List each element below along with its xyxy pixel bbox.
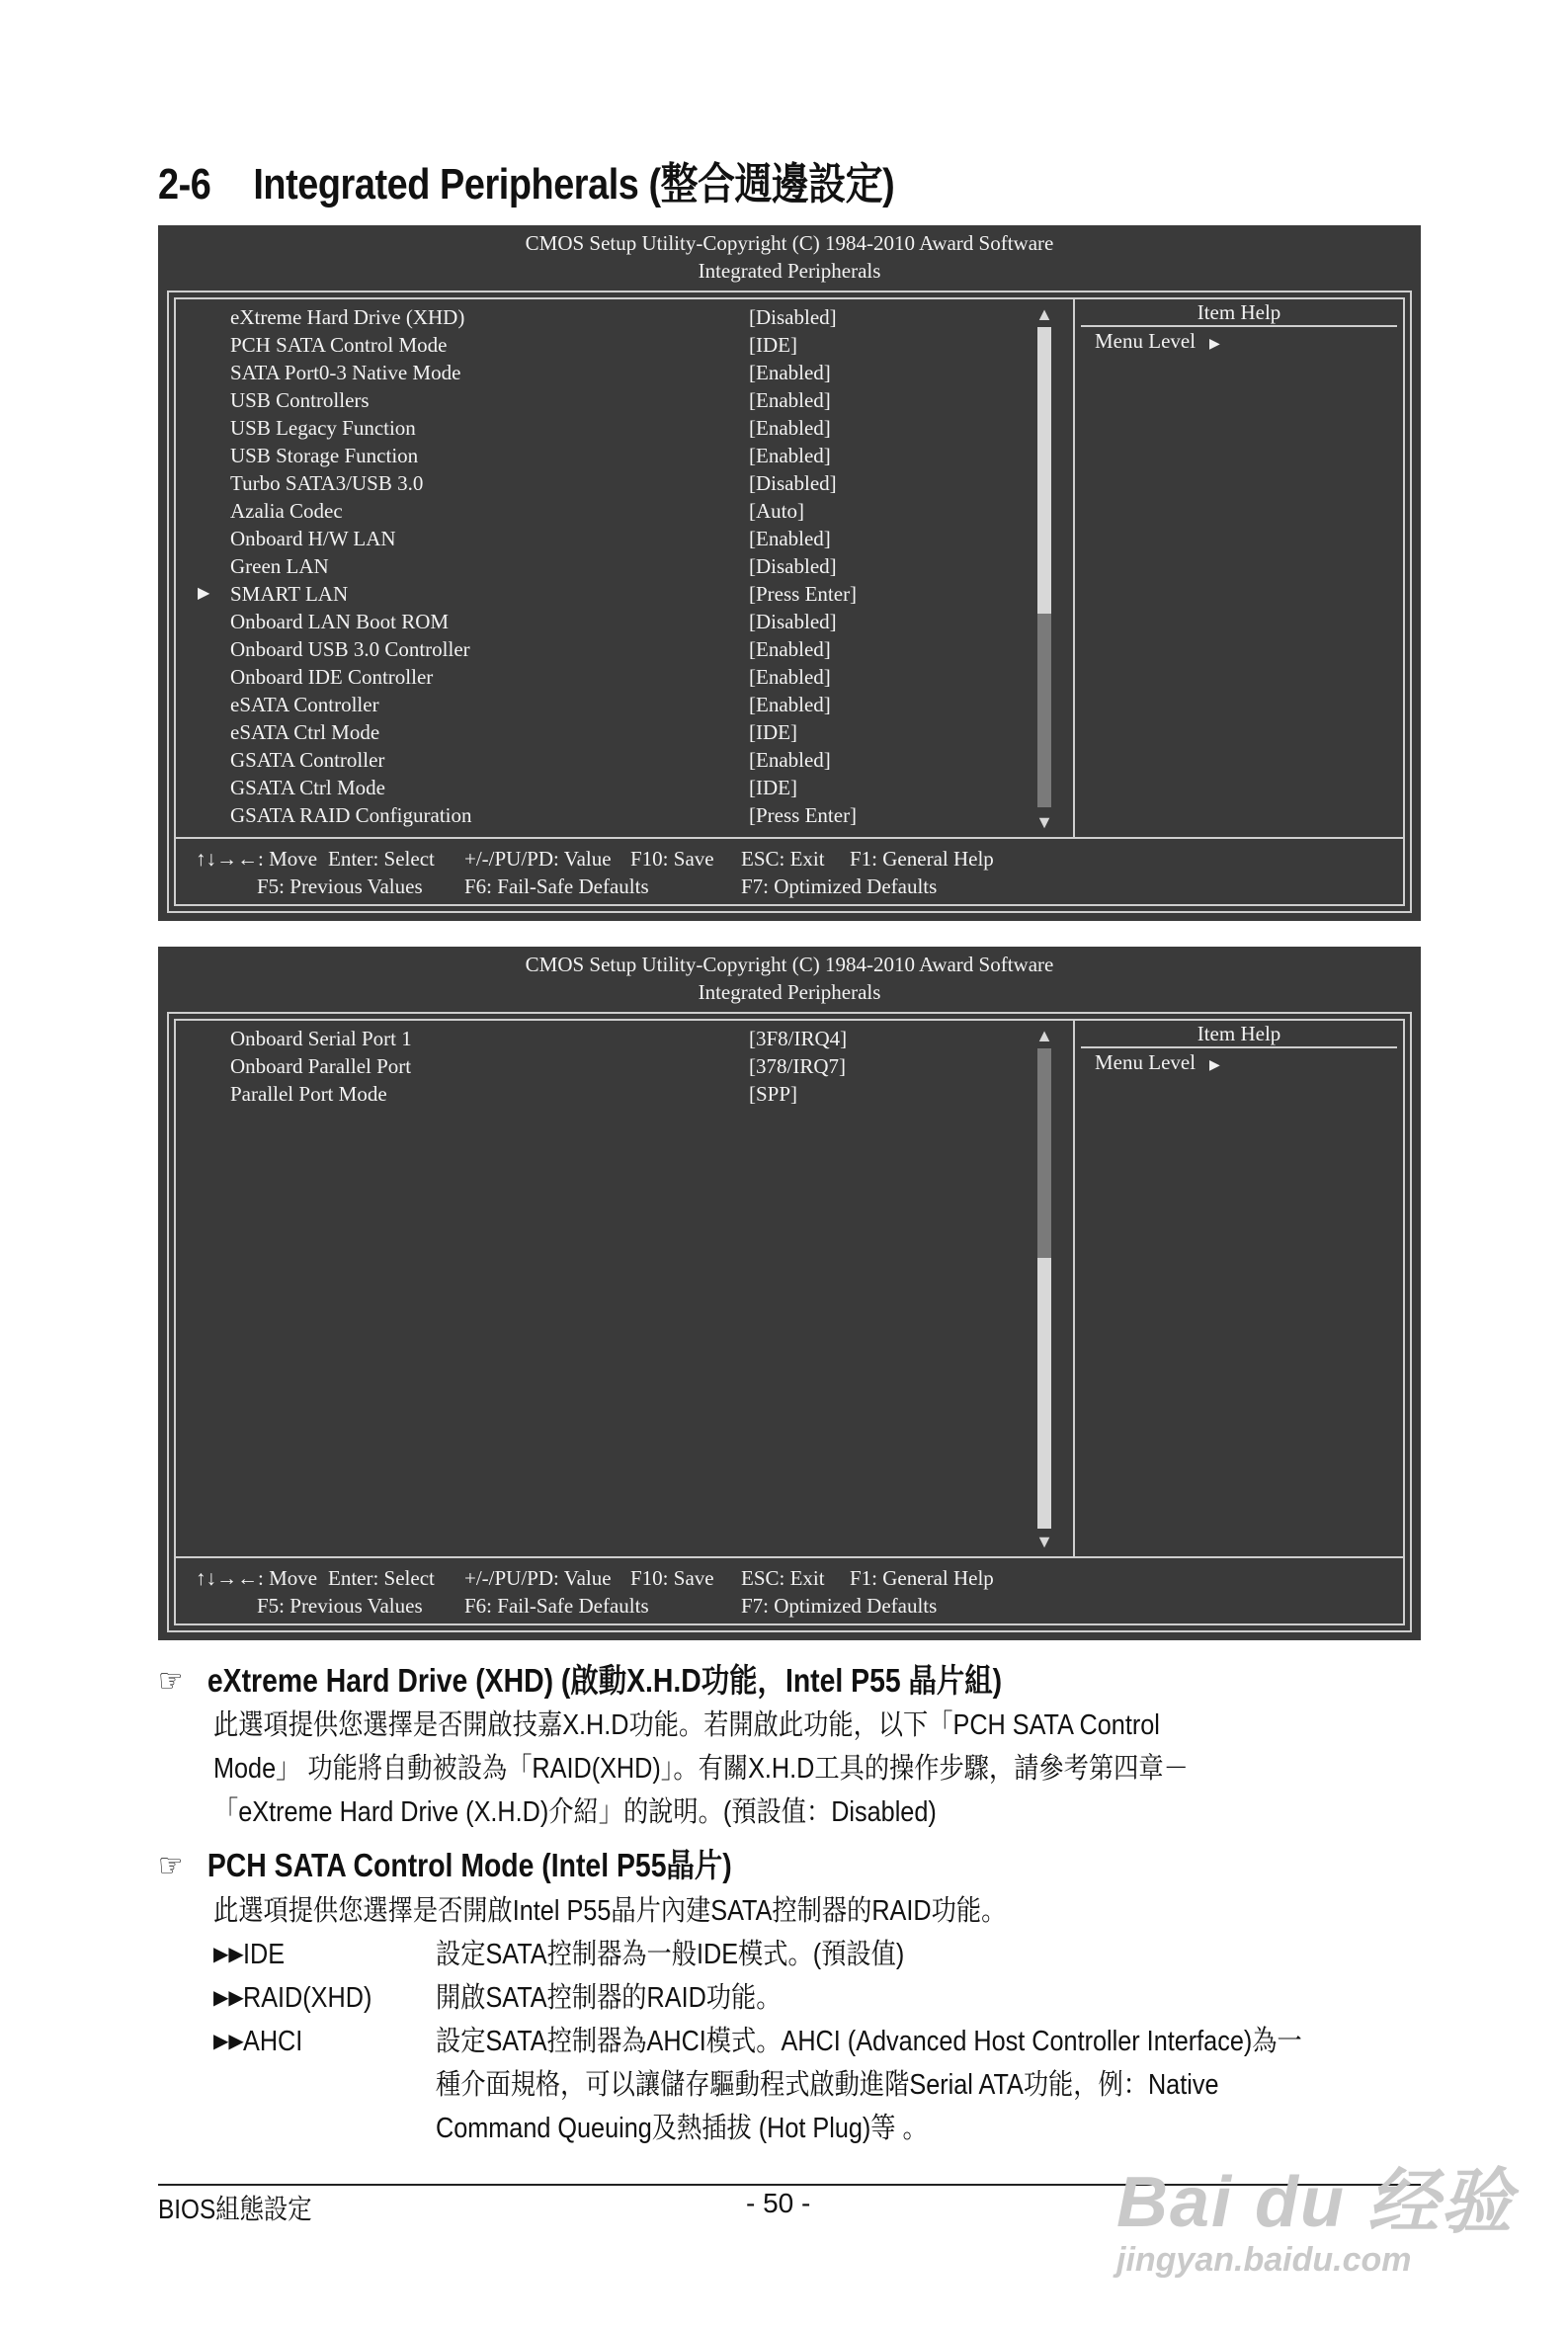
bios-item-value[interactable]: [Enabled] <box>749 527 831 550</box>
scroll-thumb[interactable] <box>1037 327 1051 614</box>
bios-header-page: Integrated Peripherals <box>698 259 881 283</box>
bios-item[interactable] <box>176 497 1035 525</box>
option-text: Command Queuing及熱插拔 (Hot Plug)等 。 <box>436 2113 928 2144</box>
bios-item-value[interactable]: [SPP] <box>749 1082 798 1106</box>
bios-frame <box>167 1012 1412 1632</box>
bios-item[interactable] <box>176 359 1035 386</box>
footer-chapter: BIOS組態設定 <box>158 2194 312 2224</box>
bios-item[interactable] <box>176 608 1035 635</box>
key-exit: ESC: Exit <box>741 847 825 871</box>
key-optimized: F7: Optimized Defaults <box>741 874 938 898</box>
menu-level-label: Menu Level <box>1095 1050 1197 1074</box>
bios-item-label: USB Controllers <box>230 388 370 412</box>
bios-item-value[interactable]: [Enabled] <box>749 748 831 772</box>
bios-item-label: Green LAN <box>230 554 329 578</box>
bios-item[interactable] <box>176 1025 1035 1052</box>
double-triangle-icon: ▶▶ <box>213 1944 244 1965</box>
key-move: ↑↓→←: Move <box>196 1566 318 1590</box>
bios-frame <box>167 291 1412 913</box>
bios-item[interactable] <box>176 525 1035 552</box>
key-previous: F5: Previous Values <box>257 1594 423 1618</box>
key-select: Enter: Select <box>328 847 435 871</box>
submenu-arrow-icon: ▶ <box>198 585 210 602</box>
key-select: Enter: Select <box>328 1566 435 1590</box>
option-text: 開啟SATA控制器的RAID功能。 <box>436 1982 782 2014</box>
pch-heading <box>158 1840 732 1886</box>
key-previous: F5: Previous Values <box>257 874 423 898</box>
bios-item-label: GSATA Ctrl Mode <box>230 776 385 799</box>
bios-item-value[interactable]: [Enabled] <box>749 361 831 384</box>
bios-item-value[interactable]: [IDE] <box>749 776 797 799</box>
bios-item-label: USB Storage Function <box>230 444 419 467</box>
section-number: 2-6 <box>158 160 211 208</box>
double-triangle-icon: ▶▶ <box>213 2031 244 2052</box>
bios-item-label: Onboard Parallel Port <box>230 1054 412 1078</box>
bios-footer-row-2 <box>176 873 1403 900</box>
right-triangle-icon: ▶ <box>1209 1058 1220 1073</box>
bios-item-label: USB Legacy Function <box>230 416 416 440</box>
bios-item-label: Onboard H/W LAN <box>230 527 396 550</box>
bios-item-value[interactable]: [IDE] <box>749 720 797 744</box>
bios-screen-1 <box>158 225 1421 921</box>
bios-content-area <box>174 1019 1405 1558</box>
key-save: F10: Save <box>630 847 714 871</box>
scrollbar[interactable] <box>1035 1025 1053 1552</box>
bios-item-label: Turbo SATA3/USB 3.0 <box>230 471 424 495</box>
bios-item-value[interactable]: [Press Enter] <box>749 803 858 827</box>
bios-item[interactable] <box>176 746 1035 774</box>
key-optimized: F7: Optimized Defaults <box>741 1594 938 1618</box>
bios-item[interactable] <box>176 303 1035 331</box>
pointing-hand-icon: ☞ <box>158 1662 184 1699</box>
bios-item[interactable] <box>176 580 1035 608</box>
key-move: ↑↓→←: Move <box>196 847 318 871</box>
bios-footer-row-2 <box>176 1592 1403 1620</box>
option-text: 種介面規格，可以讓儲存驅動程式啟動進階Serial ATA功能，例：Native <box>436 2069 1219 2101</box>
bios-item-label: eXtreme Hard Drive (XHD) <box>230 305 465 329</box>
bios-item-value[interactable]: [Disabled] <box>749 554 837 578</box>
section-title <box>158 148 894 211</box>
bios-item-label: Onboard USB 3.0 Controller <box>230 637 470 661</box>
xhd-heading-text: eXtreme Hard Drive (XHD) (啟動X.H.D功能，Intel P55 晶片組) <box>206 1662 1003 1699</box>
scroll-thumb[interactable] <box>1037 1258 1051 1529</box>
item-help-panel <box>1073 1021 1403 1556</box>
bios-item-value[interactable]: [378/IRQ7] <box>749 1054 846 1078</box>
scroll-track[interactable] <box>1037 1048 1051 1258</box>
xhd-desc-line-2: Mode」 功能將自動被設為「RAID(XHD)」。有關X.H.D工具的操作步驟，請參考第四章－ <box>213 1753 1189 1785</box>
pch-heading-text: PCH SATA Control Mode (Intel P55晶片) <box>206 1847 732 1883</box>
bios-item-label: SATA Port0-3 Native Mode <box>230 361 461 384</box>
bios-item-value[interactable]: [Auto] <box>749 499 804 523</box>
bios-item[interactable] <box>176 801 1035 829</box>
bios-footer <box>174 837 1405 906</box>
bios-item-value[interactable]: [3F8/IRQ4] <box>749 1027 848 1050</box>
bios-item-label: Parallel Port Mode <box>230 1082 387 1106</box>
bios-item-label: Onboard LAN Boot ROM <box>230 610 450 633</box>
bios-item[interactable] <box>176 691 1035 718</box>
bios-item[interactable] <box>176 331 1035 359</box>
key-value: +/-/PU/PD: Value <box>464 1566 612 1590</box>
bios-item[interactable] <box>176 469 1035 497</box>
key-help: F1: General Help <box>850 1566 994 1590</box>
bios-item-label: GSATA Controller <box>230 748 385 772</box>
scroll-down-icon[interactable]: ▼ <box>1035 1532 1053 1551</box>
key-value: +/-/PU/PD: Value <box>464 847 612 871</box>
bios-footer <box>174 1556 1405 1625</box>
page-number: - 50 - <box>746 2188 811 2218</box>
bios-item[interactable] <box>176 552 1035 580</box>
double-triangle-icon: ▶▶ <box>213 1987 244 2009</box>
watermark-url: jingyan.baidu.com <box>1116 2241 1412 2279</box>
menu-level <box>1075 327 1403 359</box>
bios-item[interactable] <box>176 442 1035 469</box>
bios-screen-2 <box>158 947 1421 1640</box>
key-failsafe: F6: Fail-Safe Defaults <box>464 874 649 898</box>
bios-header <box>158 947 1421 1008</box>
bios-item-value[interactable]: [Disabled] <box>749 610 837 633</box>
scroll-up-icon[interactable]: ▲ <box>1035 1026 1053 1045</box>
bios-item[interactable] <box>176 1052 1035 1080</box>
menu-level-label: Menu Level <box>1095 329 1197 353</box>
scroll-down-icon[interactable]: ▼ <box>1035 812 1053 832</box>
bios-item-value[interactable]: [Enabled] <box>749 388 831 412</box>
bios-item-label: SMART LAN <box>230 582 349 606</box>
bios-item-list <box>176 299 1035 829</box>
option-text: 設定SATA控制器為AHCI模式。AHCI (Advanced Host Controller Interface)為一 <box>436 2026 1302 2057</box>
baidu-watermark <box>1116 2144 1514 2280</box>
bios-header <box>158 225 1421 287</box>
section-heading: Integrated Peripherals (整合週邊設定) <box>253 160 895 208</box>
bios-item[interactable] <box>176 414 1035 442</box>
bios-content-area <box>174 297 1405 839</box>
bios-item-label: eSATA Ctrl Mode <box>230 720 380 744</box>
bios-item[interactable] <box>176 774 1035 801</box>
bios-item-value[interactable]: [Enabled] <box>749 693 831 716</box>
key-help: F1: General Help <box>850 847 994 871</box>
watermark-brand: Bai du 经验 <box>1116 2163 1515 2242</box>
bios-item[interactable] <box>176 1080 1035 1108</box>
bios-header-copyright: CMOS Setup Utility-Copyright (C) 1984-2010 Award Software <box>525 231 1054 255</box>
bios-item-value[interactable]: [Enabled] <box>749 665 831 689</box>
bios-item[interactable] <box>176 718 1035 746</box>
bios-item-label: Azalia Codec <box>230 499 343 523</box>
bios-header-copyright: CMOS Setup Utility-Copyright (C) 1984-2010 Award Software <box>525 953 1054 976</box>
key-failsafe: F6: Fail-Safe Defaults <box>464 1594 649 1618</box>
bios-item-list <box>176 1021 1035 1108</box>
scroll-track[interactable] <box>1037 614 1051 807</box>
option-name: RAID(XHD) <box>243 1982 372 2014</box>
option-text: 設定SATA控制器為一般IDE模式。(預設值) <box>436 1939 905 1970</box>
xhd-heading <box>158 1655 1002 1702</box>
bios-item-label: eSATA Controller <box>230 693 379 716</box>
bios-footer-row-1 <box>176 1564 1403 1592</box>
bios-item-label: Onboard Serial Port 1 <box>230 1027 412 1050</box>
pointing-hand-icon: ☞ <box>158 1847 184 1883</box>
item-help-panel <box>1073 299 1403 837</box>
bios-item-value[interactable]: [Press Enter] <box>749 582 858 606</box>
item-help-title: Item Help <box>1081 1021 1397 1048</box>
bios-header-page: Integrated Peripherals <box>698 980 881 1004</box>
key-exit: ESC: Exit <box>741 1566 825 1590</box>
xhd-desc-line-1: 此選項提供您選擇是否開啟技嘉X.H.D功能。若開啟此功能，以下「PCH SATA Control <box>213 1709 1160 1741</box>
bios-item[interactable] <box>176 386 1035 414</box>
bios-item-label: GSATA RAID Configuration <box>230 803 472 827</box>
scrollbar[interactable] <box>1035 303 1053 833</box>
scroll-up-icon[interactable]: ▲ <box>1035 304 1053 324</box>
right-triangle-icon: ▶ <box>1209 337 1220 352</box>
bios-item[interactable] <box>176 635 1035 663</box>
bios-item-value[interactable]: [Enabled] <box>749 416 831 440</box>
bios-item-value[interactable]: [IDE] <box>749 333 797 357</box>
option-name: AHCI <box>243 2026 303 2057</box>
menu-level <box>1075 1048 1403 1080</box>
bios-item-value[interactable]: [Disabled] <box>749 471 837 495</box>
bios-item-label: Onboard IDE Controller <box>230 665 434 689</box>
bios-item-value[interactable]: [Disabled] <box>749 305 837 329</box>
bios-footer-row-1 <box>176 845 1403 873</box>
xhd-desc-line-3: 「eXtreme Hard Drive (X.H.D)介紹」的說明。(預設值：Disabled) <box>213 1796 937 1828</box>
bios-item[interactable] <box>176 663 1035 691</box>
option-name: IDE <box>243 1939 286 1970</box>
bios-item-value[interactable]: [Enabled] <box>749 637 831 661</box>
bios-item-value[interactable]: [Enabled] <box>749 444 831 467</box>
pch-intro: 此選項提供您選擇是否開啟Intel P55晶片內建SATA控制器的RAID功能。 <box>213 1895 1007 1927</box>
item-help-title: Item Help <box>1081 299 1397 327</box>
bios-item-label: PCH SATA Control Mode <box>230 333 448 357</box>
key-save: F10: Save <box>630 1566 714 1590</box>
